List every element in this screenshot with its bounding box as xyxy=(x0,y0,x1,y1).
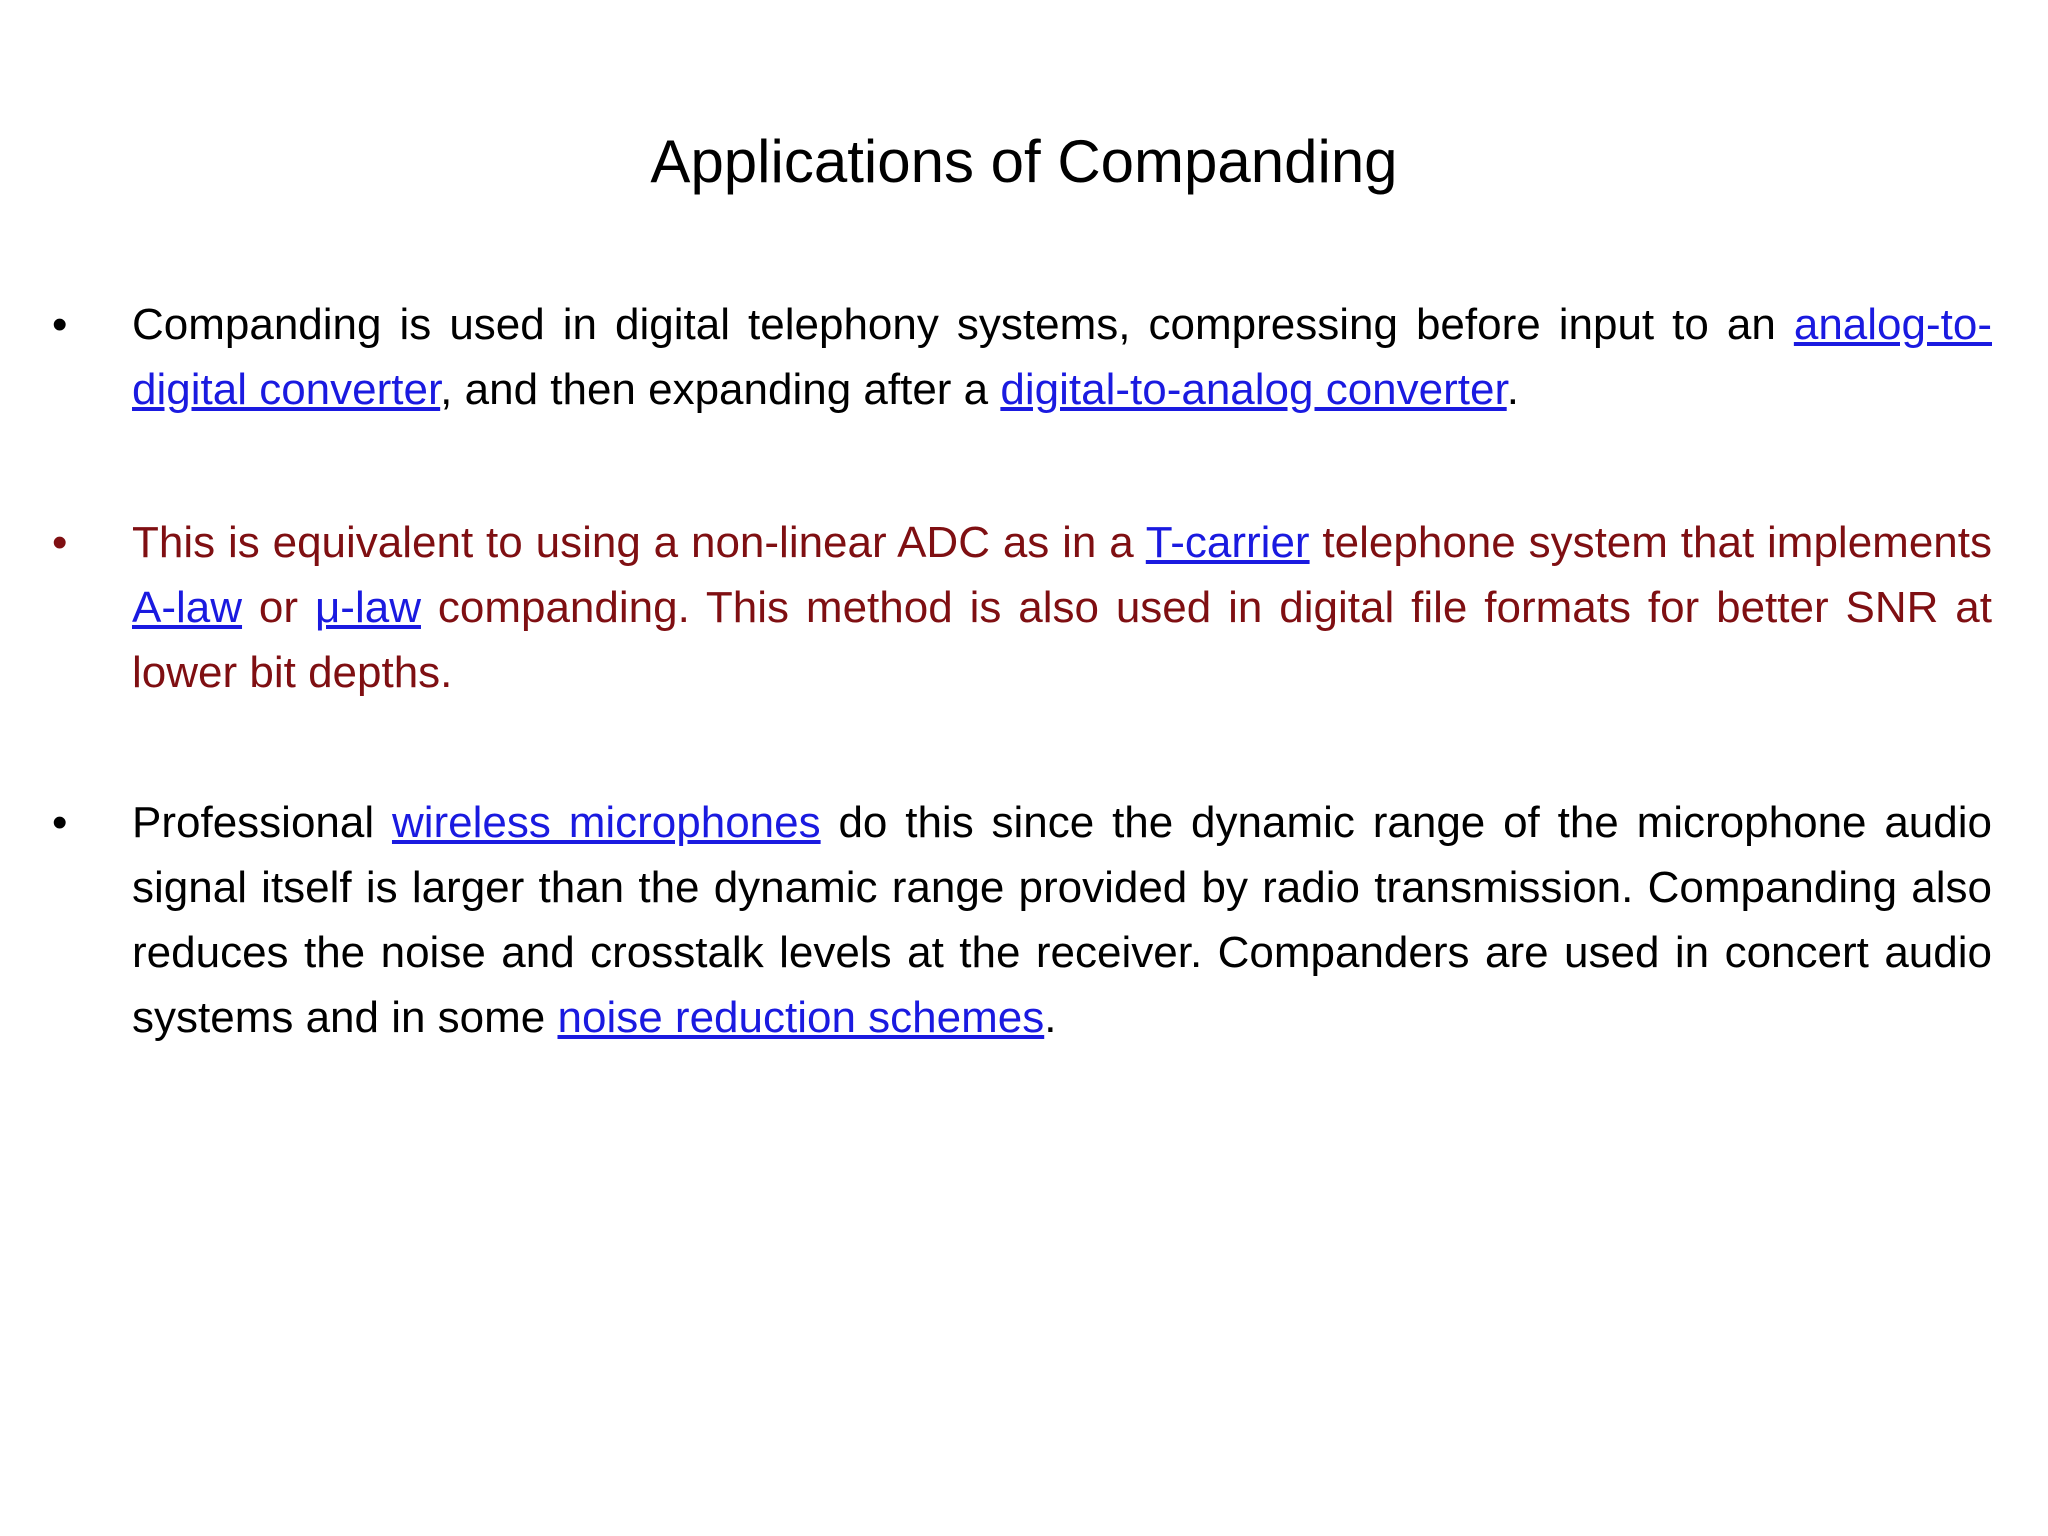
bullet-text xyxy=(132,790,1992,1050)
bullet-dot: • xyxy=(52,300,68,349)
bullet-text-segment: . xyxy=(1044,993,1057,1042)
bullet-text-segment: companding. This method is also used in digital file formats for better SNR at lower bit depths. xyxy=(132,583,1992,697)
bullet-text-segment: , and then expanding after a xyxy=(440,365,1001,414)
bullet-dot: • xyxy=(52,798,68,847)
bullet-text xyxy=(132,510,1992,705)
link-analog-to-digital-converter[interactable]: analog-to-digital converter xyxy=(132,300,1992,414)
bullet-text-segment: or xyxy=(242,583,315,632)
bullet-text-segment: do this since the dynamic range of the microphone audio signal itself is larger than the dynamic range provided by radio transmission. Companding also reduces the noise and crosstalk levels at the receiver. Companders are used in concert audio systems and in some xyxy=(132,798,1992,1042)
bullet-text-segment: Professional xyxy=(132,798,392,847)
link-t-carrier[interactable]: T-carrier xyxy=(1145,518,1310,567)
bullet-text-segment: This is equivalent to using a non-linear ADC as in a xyxy=(132,518,1146,567)
link-wireless-microphones[interactable]: wireless microphones xyxy=(391,798,821,847)
bullet-text-segment: telephone system that implements xyxy=(1309,518,1992,567)
bullet-text-segment: . xyxy=(1506,365,1519,414)
link-noise-reduction-schemes[interactable]: noise reduction schemes xyxy=(557,993,1045,1042)
link-mu-law[interactable]: μ-law xyxy=(314,583,421,632)
link-a-law[interactable]: A-law xyxy=(132,583,243,632)
bullet-text-segment: Companding is used in digital telephony systems, compressing before input to an xyxy=(132,300,1794,349)
bullet-text xyxy=(132,292,1992,422)
slide-title: Applications of Companding xyxy=(650,128,1398,195)
bullet-dot: • xyxy=(52,518,68,567)
link-digital-to-analog-converter[interactable]: digital-to-analog converter xyxy=(1000,365,1507,414)
